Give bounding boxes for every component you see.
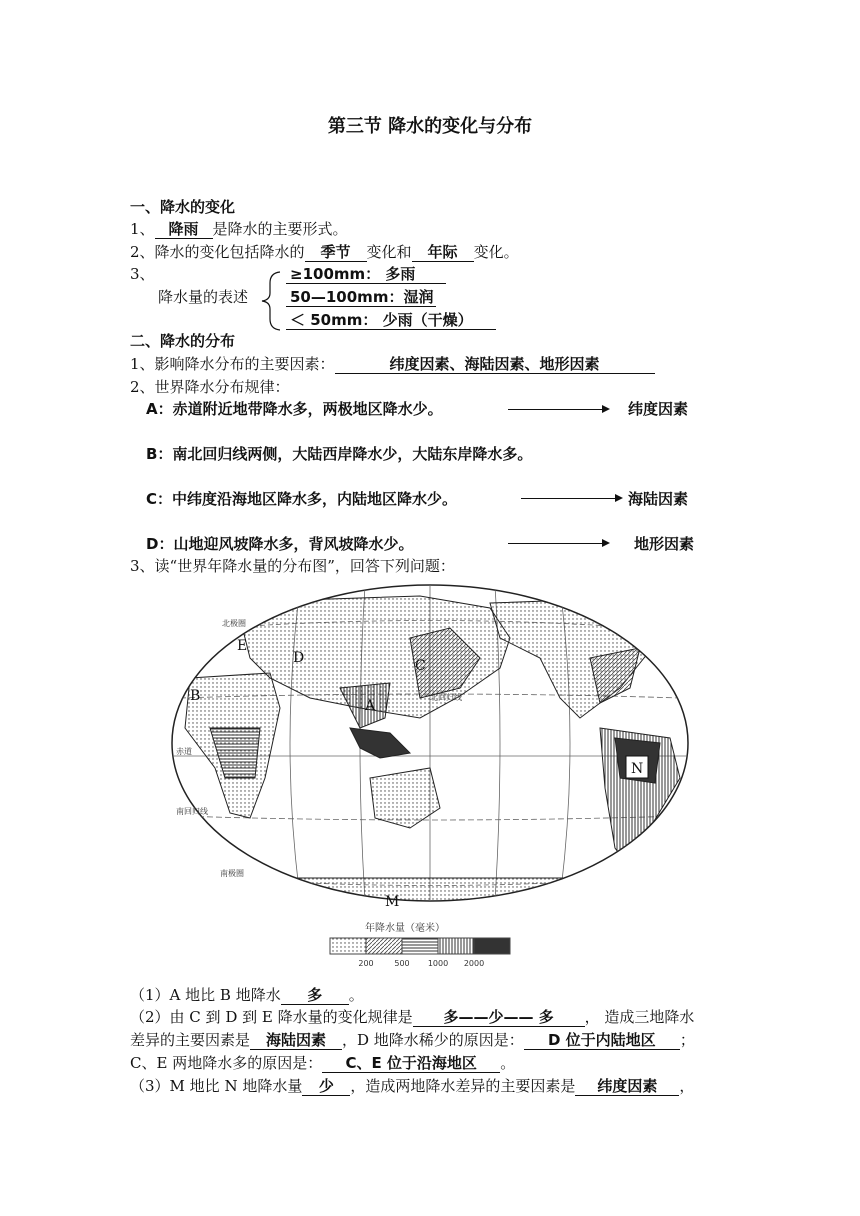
q2-prefix: （2）由 C 到 D 到 E 降水量的变化规律是 bbox=[130, 1008, 413, 1026]
s1-item3-line1 bbox=[286, 264, 446, 284]
q2-line1 bbox=[130, 1007, 694, 1027]
q2-line2-prefix: 差异的主要因素是 bbox=[130, 1031, 251, 1049]
s1-item3-label: 降水量的表述 bbox=[158, 288, 249, 306]
q3-blank2: 纬度因素 bbox=[575, 1077, 679, 1096]
q2-end2: ； bbox=[679, 1031, 695, 1049]
s1-item1 bbox=[130, 219, 348, 239]
section2-heading: 二、降水的分布 bbox=[130, 332, 236, 350]
q2-line3 bbox=[130, 1053, 515, 1073]
q2-end3: 。 bbox=[500, 1054, 516, 1072]
rule-a-factor: 纬度因素 bbox=[628, 400, 689, 418]
q3 bbox=[130, 1076, 694, 1096]
q1-prefix: （1）A 地比 B 地降水 bbox=[130, 986, 281, 1004]
s2-item1-prefix: 1、影响降水分布的主要因素： bbox=[130, 355, 335, 373]
amount-rule-1: ≥100mm： 多雨 bbox=[286, 265, 446, 284]
world-precipitation-map bbox=[160, 578, 700, 988]
amount-rule-2: 50—100mm：湿润 bbox=[286, 288, 436, 307]
q2-blank2: 海陆因素 bbox=[250, 1031, 342, 1050]
brace-icon bbox=[258, 271, 284, 331]
lat-tropic-s: 南回归线 bbox=[176, 807, 208, 816]
arrow-icon bbox=[521, 498, 621, 499]
s1-item3-line2 bbox=[286, 287, 436, 307]
rule-a: A：赤道附近地带降水多，两极地区降水少。 bbox=[146, 400, 443, 418]
q1-blank: 多 bbox=[281, 986, 349, 1005]
q2-line2 bbox=[130, 1030, 695, 1050]
s1-item2-suffix: 变化。 bbox=[473, 243, 519, 261]
s1-item2-blank2: 年际 bbox=[412, 243, 474, 262]
map-label-a: A bbox=[365, 698, 376, 714]
rule-d-factor: 地形因素 bbox=[634, 535, 695, 553]
q3-blank1: 少 bbox=[302, 1077, 350, 1096]
s1-item3-line3 bbox=[286, 310, 496, 330]
arrow-icon bbox=[508, 543, 608, 544]
s1-item2-blank1: 季节 bbox=[305, 243, 367, 262]
s1-item1-suffix: 是降水的主要形式。 bbox=[212, 220, 348, 238]
q2-blank1: 多——少—— 多 bbox=[413, 1008, 585, 1027]
lat-antarctic: 南极圈 bbox=[220, 869, 244, 878]
rule-b: B：南北回归线两侧，大陆西岸降水少，大陆东岸降水多。 bbox=[146, 445, 533, 463]
page-title: 第三节 降水的变化与分布 bbox=[327, 116, 533, 137]
s2-item2: 2、世界降水分布规律： bbox=[130, 378, 290, 396]
rule-c-factor: 海陆因素 bbox=[628, 490, 689, 508]
rule-d: D：山地迎风坡降水多，背风坡降水少。 bbox=[146, 535, 414, 553]
lat-equator: 赤道 bbox=[176, 747, 192, 756]
lat-tropic-n: 北回归线 bbox=[430, 693, 462, 702]
q1 bbox=[130, 985, 364, 1005]
map-label-e: E bbox=[237, 638, 248, 654]
s1-item2 bbox=[130, 242, 519, 262]
q2-mid2: ，D 地降水稀少的原因是： bbox=[342, 1031, 524, 1049]
legend-tick: 1000 bbox=[427, 959, 449, 968]
legend-tick: 2000 bbox=[463, 959, 485, 968]
lat-arctic: 北极圈 bbox=[222, 619, 246, 628]
s1-item1-blank: 降雨 bbox=[155, 220, 213, 239]
q3-prefix: （3）M 地比 N 地降水量 bbox=[130, 1077, 303, 1095]
s2-item1-blank: 纬度因素、海陆因素、地形因素 bbox=[335, 355, 655, 374]
map-label-b: B bbox=[190, 688, 201, 704]
map-label-m: M bbox=[385, 894, 400, 910]
s1-item2-mid: 变化和 bbox=[366, 243, 412, 261]
map-label-c: C bbox=[415, 658, 426, 674]
s1-item3-prefix: 3、 bbox=[130, 265, 155, 283]
q2-line3-prefix: C、E 两地降水多的原因是： bbox=[130, 1054, 323, 1072]
map-label-n: N bbox=[631, 761, 644, 777]
map-label-d: D bbox=[293, 650, 305, 666]
s2-item1 bbox=[130, 354, 655, 374]
legend-tick: 500 bbox=[394, 959, 410, 968]
q2-blank3: D 位于内陆地区 bbox=[524, 1031, 680, 1050]
q2-blank4: C、E 位于沿海地区 bbox=[322, 1054, 500, 1073]
q1-suffix: 。 bbox=[348, 986, 364, 1004]
q2-mid1: ， 造成三地降水 bbox=[584, 1008, 695, 1026]
rule-c: C：中纬度沿海地区降水多，内陆地区降水少。 bbox=[146, 490, 458, 508]
arrow-icon bbox=[508, 409, 608, 410]
s2-item3: 3、读“世界年降水量的分布图”，回答下列问题： bbox=[130, 557, 455, 575]
legend bbox=[330, 938, 510, 954]
legend-title: 年降水量（毫米） bbox=[365, 923, 445, 934]
section1-heading: 一、降水的变化 bbox=[130, 198, 236, 216]
q3-end: ， bbox=[679, 1077, 695, 1095]
s1-item2-prefix: 2、降水的变化包括降水的 bbox=[130, 243, 305, 261]
s1-item1-prefix: 1、 bbox=[130, 220, 155, 238]
q3-mid: ，造成两地降水差异的主要因素是 bbox=[350, 1077, 576, 1095]
amount-rule-3: ＜ 50mm： 少雨（干燥） bbox=[286, 311, 496, 330]
legend-tick: 200 bbox=[358, 959, 374, 968]
